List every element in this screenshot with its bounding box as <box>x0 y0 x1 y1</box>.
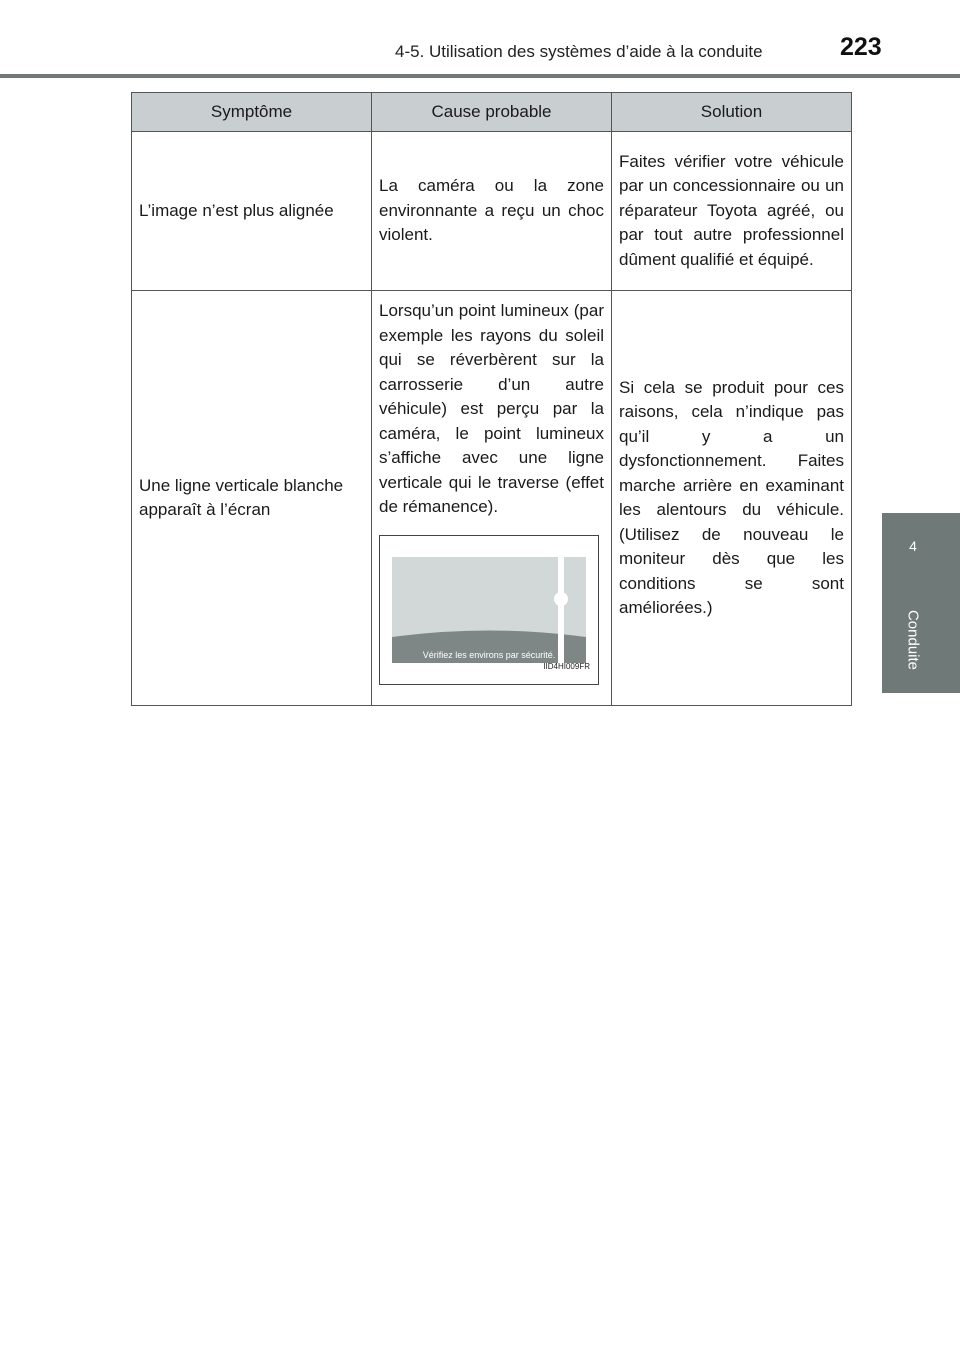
cause-cell: La caméra ou la zone environnante a reçu un choc violent. <box>372 132 612 291</box>
chapter-number: 4 <box>909 538 917 554</box>
table-header-row <box>132 93 852 132</box>
figure-id: IID4HI009FR <box>543 662 590 671</box>
section-title: 4-5. Utilisation des systèmes d’aide à la conduite <box>395 42 763 61</box>
symptom-cell: L’image n’est plus alignée <box>132 132 372 291</box>
cause-text: Lorsqu’un point lumineux (par exemple les rayons du soleil qui se réverbèrent sur la carrosserie d’un autre véhicule) est perçu par la caméra, le point lumineux s’affiche avec une ligne verticale qui le traverse (effet de rémanence). <box>379 301 604 516</box>
troubleshooting-table <box>131 92 852 706</box>
chapter-label: Conduite <box>904 609 922 671</box>
header-cause: Cause probable <box>372 93 612 132</box>
header-solution: Solution <box>612 93 852 132</box>
symptom-text: Une ligne verticale blanche apparaît à l’écran <box>139 475 344 519</box>
page-number: 223 <box>840 33 882 61</box>
solution-cell: Si cela se produit pour ces raisons, cela n’indique pas qu’il y a un dysfonctionnement. Faites marche arrière en examinant les alentours du véhicule. (Utilisez de nouveau le moniteur dès que les conditions se sont améliorées.) <box>612 291 852 706</box>
screen-caption: Vérifiez les environs par sécurité. <box>422 649 556 660</box>
camera-screen-illustration <box>379 535 599 685</box>
cause-cell <box>372 291 612 706</box>
solution-cell: Faites vérifier votre véhicule par un concessionnaire ou un réparateur Toyota agréé, ou par tout autre professionnel dûment qualifié et équipé. <box>612 132 852 291</box>
header-divider <box>0 74 960 78</box>
table-row <box>132 291 852 706</box>
table-row <box>132 132 852 291</box>
header-symptom: Symptôme <box>132 93 372 132</box>
symptom-cell <box>132 291 372 706</box>
